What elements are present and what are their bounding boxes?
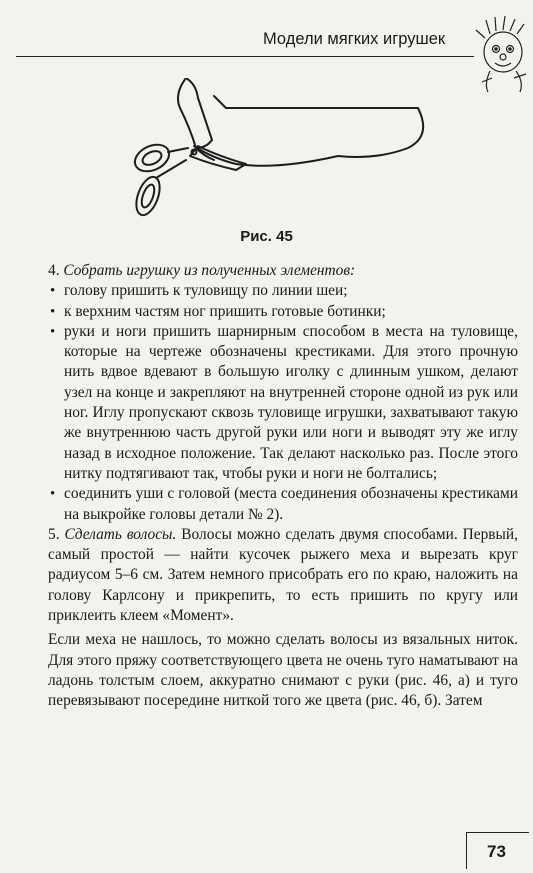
step-5-title: Сделать волосы. [64,525,177,543]
step-4-number: 4. [48,262,60,279]
step-5-text: Волосы можно сделать двумя способами. Первый, самый простой — найти кусочек рыжего меха и вырезать круг радиусом 5–6 см. Затем немного присобрать его по краю, наложить на голову Карлсону и прикрепить, то есть пришить по кругу или приклеить клеем «Момент». [48,525,518,625]
step-4-heading [48,261,518,281]
body-text [48,261,518,712]
list-item: • к верхним частям ног пришить готовые ботинки; [48,302,518,322]
figure-caption: Рис. 45 [240,228,293,245]
list-item: • руки и ноги пришить шарнирным способом в места на туловище, которые на чертеже обозначены крестиками. Для этого прочную нить вдвое вдевают в большую иголку с длинным ушком, делают узел на конце и закрепляют на внутренней стороне одной из рук или ног. Иглу пропускают сквозь туловище игрушки, захватывают такую же внутреннюю часть другой руки или ноги и выводят эту же иглу назад в исходное положение. Так делают насколько раз. После этого нитку подтягивают так, чтобы руки и ноги не болтались; [48,322,518,484]
step-5-number: 5. [48,525,60,543]
header-title: Модели мягких игрушек [263,30,446,48]
page-number: 73 [487,842,506,861]
scissors-cutting-illustration [86,78,446,228]
header-rule [16,56,474,57]
step-4-list [48,281,518,525]
step-4-title: Собрать игрушку из полученных элементов: [63,262,356,279]
step-5-paragraph [48,525,518,626]
final-paragraph: Если меха не нашлось, то можно сделать волосы из вязальных ниток. Для этого пряжу соответствующего цвета не очень туго наматывают на ладонь толстым слоем, аккуратно снимают с руки (рис. 46, а) и туго перевязывают посередине ниткой того же цвета (рис. 46, б). Затем [48,631,518,710]
mascot-doll-icon [470,16,533,94]
list-item: • соединить уши с головой (места соединения обозначены крестиками на выкройке головы детали № 2). [48,484,518,525]
list-item: • голову пришить к туловищу по линии шеи; [48,281,518,301]
